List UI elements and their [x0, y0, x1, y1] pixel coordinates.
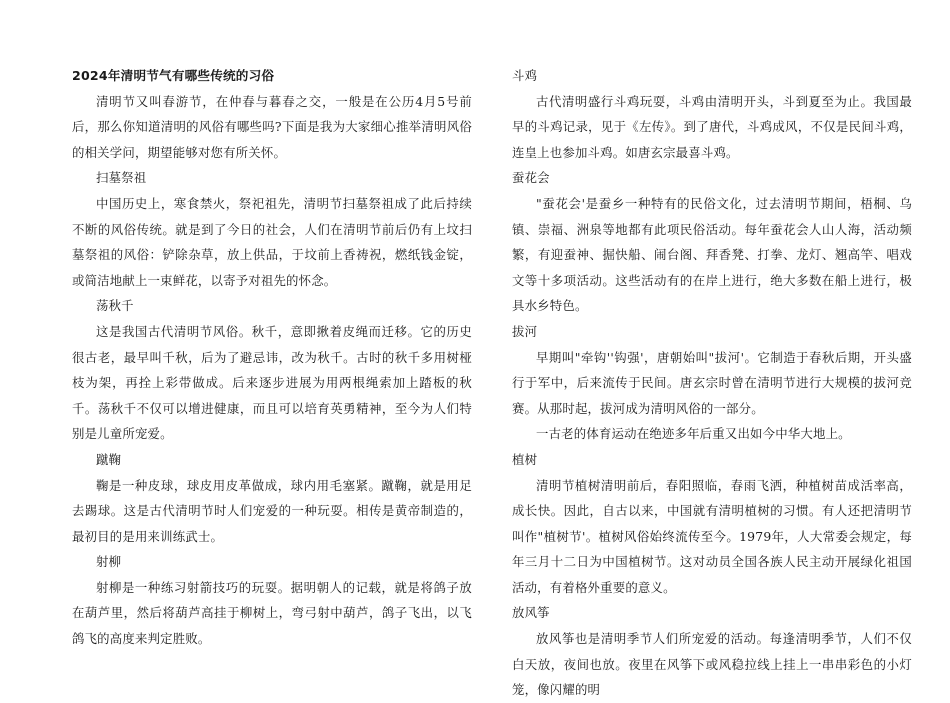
- intro-paragraph: 清明节又叫春游节，在仲春与暮春之交，一般是在公历4月5号前后，那么你知道清明的风俗有哪些吗?下面是我为大家细心推举清明风俗的相关学问，期望能够对您有所关怀。: [72, 93, 472, 160]
- section-paragraph-bahe-2: 一古老的体育运动在绝迹多年后重又出如今中华大地上。: [536, 426, 851, 442]
- section-heading-douji: 斗鸡: [512, 68, 538, 83]
- section-paragraph-douji: 古代清明盛行斗鸡玩耍，斗鸡由清明开头，斗到夏至为止。我国最早的斗鸡记录，见于《左传》。到了唐代，斗鸡成风，不仅是民间斗鸡，连皇上也参加斗鸡。如唐玄宗最喜斗鸡。: [512, 93, 912, 160]
- right-column: [512, 63, 912, 703]
- section-paragraph-cuju: 鞠是一种皮球，球皮用皮革做成，球内用毛塞紧。蹴鞠，就是用足去踢球。这是古代清明节时人们宠爱的一种玩耍。相传是黄帝制造的，最初目的是用来训练武士。: [72, 477, 472, 544]
- left-column: [72, 63, 472, 652]
- section-heading-cuju: 蹴鞠: [96, 451, 122, 467]
- section-paragraph-sheliu: 射柳是一种练习射箭技巧的玩耍。据明朝人的记载，就是将鸽子放在葫芦里，然后将葫芦高挂于柳树上，弯弓射中葫芦，鸽子飞出，以飞鸽飞的高度来判定胜败。: [72, 579, 472, 647]
- section-paragraph-canhua: "蚕花会'是蚕乡一种特有的民俗文化，过去清明节期间，梧桐、乌镇、崇福、洲泉等地都有此项民俗活动。每年蚕花会人山人海，活动频繁，有迎蚕神、掘快船、闹台阁、拜香凳、打拳、龙灯、翘高竿、唱戏文等十多项活动。这些活动有的在岸上进行，绝大多数在船上进行，极具水乡特色。: [512, 195, 912, 314]
- section-heading-sheliu: 射柳: [96, 554, 122, 570]
- section-heading-fengzheng: 放风筝: [512, 605, 550, 621]
- section-heading-saomu: 扫墓祭祖: [96, 170, 147, 186]
- section-heading-canhua: 蚕花会: [512, 170, 550, 186]
- section-paragraph-bahe: 早期叫"牵钩''钩强'，唐朝始叫"拔河'。它制造于春秋后期，开头盛行于军中，后来流传于民间。唐玄宗时曾在清明节进行大规模的拔河竞赛。从那时起，拔河成为清明风俗的一部分。: [512, 349, 912, 416]
- section-paragraph-qiuqian: 这是我国古代清明节风俗。秋千，意即揪着皮绳而迁移。它的历史很古老，最早叫千秋，后为了避忌讳，改为秋千。古时的秋千多用树桠枝为架，再拴上彩带做成。后来逐步进展为用两根绳索加上踏板的秋千。荡秋千不仅可以增进健康，而且可以培育英勇精神，至今为人们特别是儿童所宠爱。: [72, 323, 472, 442]
- section-paragraph-fengzheng: 放风筝也是清明季节人们所宠爱的活动。每逢清明季节，人们不仅白天放，夜间也放。夜里在风筝下或风稳拉线上挂上一串串彩色的小灯笼，像闪耀的明: [512, 631, 912, 698]
- section-heading-bahe: 拔河: [512, 323, 538, 339]
- section-paragraph-zhishu: 清明节植树清明前后，春阳照临，春雨飞洒，种植树苗成活率高，成长快。因此，自古以来，中国就有清明植树的习惯。有人还把清明节叫作"植树节'。植树风俗始终流传至今。1979年，人大常委会规定，每年三月十二日为中国植树节。这对动员全国各族人民主动开展绿化祖国活动，有着格外重要的意义。: [512, 477, 912, 595]
- page-title: 2024年清明节气有哪些传统的习俗: [72, 68, 275, 83]
- section-heading-qiuqian: 荡秋千: [96, 298, 134, 314]
- section-paragraph-saomu: 中国历史上，寒食禁火，祭祀祖先，清明节扫墓祭祖成了此后持续不断的风俗传统。就是到了今日的社会，人们在清明节前后仍有上坟扫墓祭祖的风俗：铲除杂草，放上供品，于坟前上香祷祝，燃纸钱金锭，或简洁地献上一束鲜花，以寄予对祖先的怀念。: [72, 195, 472, 288]
- section-heading-zhishu: 植树: [512, 451, 538, 467]
